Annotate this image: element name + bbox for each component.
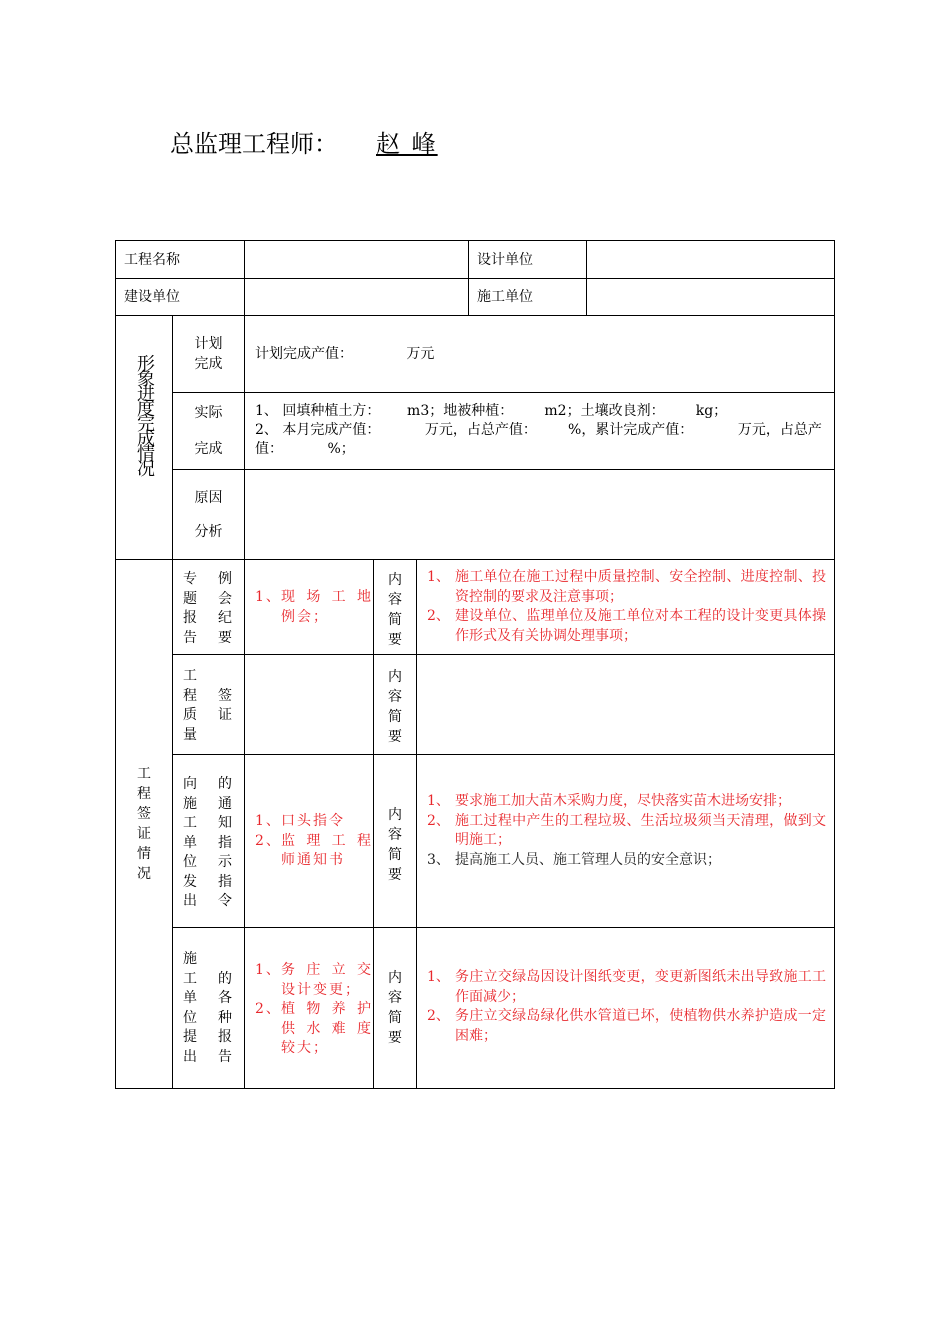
row-label-char: 知 [218, 815, 232, 831]
row-label-char [208, 950, 233, 970]
row-label-char: 位 [183, 1009, 197, 1026]
content-item-number: 2、 [427, 1008, 450, 1024]
content-item [417, 607, 826, 646]
row-label-char: 量 [183, 726, 197, 743]
row-label-char: 工 [183, 668, 197, 684]
content-item [417, 851, 826, 871]
progress-section-label-cell [116, 316, 173, 560]
row-label-char: 种 [218, 1009, 232, 1026]
signoff-row-4-content [417, 928, 835, 1089]
row-label-char: 施 [183, 951, 197, 967]
row-label-char: 程 [183, 687, 197, 704]
row-label-char: 告 [218, 1048, 232, 1065]
signoff-row-2-content[interactable] [417, 655, 835, 755]
row-label-char: 指 [218, 834, 232, 851]
content-item-number: 2、 [427, 812, 450, 829]
content-item-number: 2、 [427, 608, 450, 624]
row-label-char [208, 667, 233, 687]
content-item-text: 建设单位、监理单位及施工单位对本工程的设计变更具体操作形式及有关协调处理事项； [455, 608, 827, 644]
chief-supervisor-name: 赵 峰 [376, 130, 438, 158]
row-label-char [208, 726, 233, 746]
reason-label-line-1: 原因 [194, 489, 223, 506]
content-item-text: 提高施工人员、施工管理人员的安全意识； [455, 851, 721, 868]
actual-label-line-1: 实际 [194, 405, 223, 421]
list-item-number: 1、 [255, 962, 282, 978]
list-item-text: 现 场 工 地 例会； [281, 589, 373, 625]
signoff-row-4-label [173, 928, 245, 1089]
actual-label-line-2: 完成 [194, 441, 223, 457]
row-label-char: 报 [218, 1029, 232, 1045]
content-item [417, 568, 826, 607]
signoff-row-4-content-label: 内容简要 [374, 928, 417, 1089]
row-label-char: 位 [183, 854, 197, 870]
row-label-char: 工 [183, 815, 197, 831]
signoff-row-1-label [173, 560, 245, 655]
content-item-text: 施工单位在施工过程中质量控制、安全控制、进度控制、投资控制的要求及注意事项； [455, 569, 827, 605]
content-item-text: 务庄立交绿岛绿化供水管道已坏，使植物供水养护造成一定困难； [455, 1008, 827, 1044]
row-label-char: 的 [218, 970, 232, 987]
row-label-char: 告 [183, 629, 197, 646]
list-item-number: 2、 [255, 832, 282, 849]
list-item-number: 2、 [255, 1001, 282, 1017]
actual-line-1: 1、 回填种植土方： m3；地被种植： m2；土壤改良剂： kg； [255, 403, 728, 419]
design-unit-label: 设计单位 [469, 241, 587, 279]
actual-value [245, 393, 835, 470]
signoff-row-2-content-label: 内容简要 [374, 655, 417, 755]
row-label-char: 出 [183, 1048, 197, 1065]
list-item-text: 植 物 养 护 供 水 难 度 较大； [281, 1001, 373, 1056]
signoff-row-3-content-label: 内容简要 [374, 755, 417, 928]
content-item-number: 1、 [427, 969, 450, 985]
row-label-char: 各 [218, 990, 232, 1006]
plan-value: 计划完成产值： 万元 [245, 316, 835, 393]
build-unit-field[interactable] [245, 279, 469, 316]
row-label-char: 单 [183, 990, 197, 1006]
chief-supervisor-label: 总监理工程师： [170, 130, 338, 158]
row-label-char: 提 [183, 1029, 197, 1045]
list-item [245, 832, 373, 871]
row-label-char: 专 [183, 571, 197, 587]
list-item-number: 1、 [255, 813, 282, 829]
content-item [417, 792, 826, 812]
build-unit-label: 建设单位 [116, 279, 245, 316]
design-unit-field[interactable] [587, 241, 835, 279]
row-label-char: 向 [183, 776, 197, 792]
progress-section-label: 形象进度完成情况 [134, 354, 155, 474]
content-item [417, 968, 826, 1007]
project-name-label: 工程名称 [116, 241, 245, 279]
chief-supervisor-line [170, 124, 438, 159]
row-label-char: 令 [218, 893, 232, 909]
actual-line-2: 2、 本月完成产值： 万元，占总产值： %，累计完成产值： 万元，占总产值： %； [255, 422, 822, 457]
reason-label-line-2: 分析 [194, 523, 223, 540]
content-item-number: 1、 [427, 793, 450, 809]
project-name-field[interactable] [245, 241, 469, 279]
content-item [417, 1007, 826, 1046]
row-label-char: 指 [218, 873, 232, 890]
signoff-row-3-items [245, 755, 374, 928]
signoff-row-4-items [245, 928, 374, 1089]
row-label-char: 报 [183, 610, 197, 626]
content-item [417, 812, 826, 851]
content-item-text: 要求施工加大苗木采购力度，尽快落实苗木进场安排； [455, 793, 791, 809]
content-item-number: 1、 [427, 569, 450, 585]
row-label-char: 的 [218, 776, 232, 792]
row-label-char: 通 [218, 795, 232, 812]
row-label-char: 例 [218, 571, 232, 587]
reason-label [173, 470, 245, 560]
row-label-char: 示 [218, 854, 232, 870]
plan-label-line-2: 完成 [194, 356, 223, 372]
signoff-section-label-cell [116, 560, 173, 1089]
signoff-row-1-items [245, 560, 374, 655]
plan-label [173, 316, 245, 393]
signoff-row-2-label [173, 655, 245, 755]
signoff-row-1-content-label: 内容简要 [374, 560, 417, 655]
row-label-char: 纪 [218, 610, 232, 626]
plan-label-line-1: 计划 [194, 336, 223, 352]
row-label-char: 施 [183, 795, 197, 812]
signoff-row-3-content [417, 755, 835, 928]
list-item-text: 务 庄 立 交 设计变更； [281, 962, 373, 998]
signoff-section-label: 工程签证情况 [137, 766, 151, 882]
reason-value[interactable] [245, 470, 835, 560]
list-item [245, 812, 373, 832]
signoff-row-1-content [417, 560, 835, 655]
row-label-char: 会 [218, 590, 232, 607]
row-label-char: 要 [218, 629, 232, 646]
content-item-text: 务庄立交绿岛因设计图纸变更，变更新图纸未出导致施工工作面减少； [455, 969, 827, 1005]
signoff-row-3-label [173, 755, 245, 928]
row-label-char: 工 [183, 970, 197, 987]
row-label-char: 签 [218, 687, 232, 704]
list-item [245, 961, 373, 1000]
row-label-char: 质 [183, 707, 197, 723]
row-label-char: 出 [183, 893, 197, 909]
row-label-char: 单 [183, 834, 197, 851]
content-item-number: 3、 [427, 851, 450, 868]
list-item-text: 监 理 工 程 师通知书 [281, 832, 373, 868]
row-label-char: 发 [183, 873, 197, 890]
list-item-number: 1、 [255, 589, 282, 605]
list-item [245, 1000, 373, 1059]
construction-unit-label: 施工单位 [469, 279, 587, 316]
progress-form [115, 240, 835, 1089]
actual-label [173, 393, 245, 470]
list-item [245, 588, 373, 627]
construction-unit-field[interactable] [587, 279, 835, 316]
row-label-char: 证 [218, 707, 232, 723]
content-item-text: 施工过程中产生的工程垃圾、生活垃圾须当天清理，做到文明施工； [455, 812, 827, 848]
signoff-row-2-items[interactable] [245, 655, 374, 755]
row-label-char: 题 [183, 590, 197, 607]
list-item-text: 口头指令 [281, 813, 345, 829]
